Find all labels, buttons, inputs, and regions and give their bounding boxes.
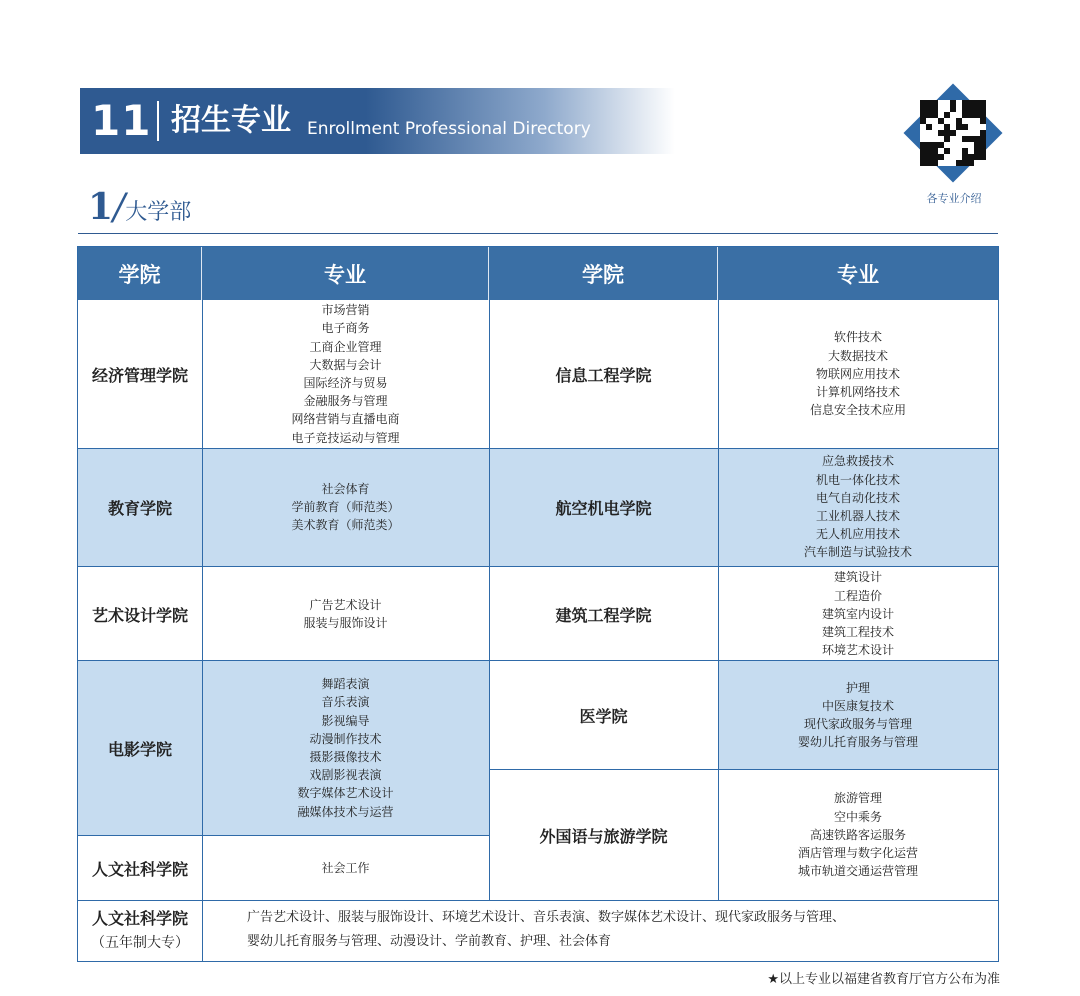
major-item: 数字媒体艺术设计 bbox=[297, 786, 394, 801]
major-item: 美术教育（师范类） bbox=[291, 518, 400, 533]
major-item: 旅游管理 bbox=[833, 791, 882, 806]
college-medical: 医学院 bbox=[579, 706, 628, 726]
header-college-right: 学院 bbox=[489, 247, 718, 300]
qr-code bbox=[904, 84, 1002, 182]
section-label: 大学部 bbox=[125, 200, 192, 225]
banner-title-zh: 招生专业 bbox=[171, 103, 291, 138]
major-item: 护理 bbox=[845, 680, 870, 695]
table-border-left bbox=[77, 246, 78, 962]
college-aviation: 航空机电学院 bbox=[555, 498, 652, 518]
table-hline bbox=[77, 448, 999, 449]
major-item: 融媒体技术与运营 bbox=[297, 804, 394, 819]
header-major-left: 专业 bbox=[202, 247, 489, 300]
major-item: 高速铁路客运服务 bbox=[809, 827, 906, 842]
section-slash: / bbox=[113, 187, 126, 228]
five-year-majors-line: 婴幼儿托育服务与管理、动漫设计、学前教育、护理、社会体育 bbox=[247, 934, 612, 949]
table-vline bbox=[718, 300, 719, 900]
major-item: 戏剧影视表演 bbox=[309, 768, 382, 783]
five-year-majors-line: 广告艺术设计、服装与服饰设计、环境艺术设计、音乐表演、数字媒体艺术设计、现代家政服务与管理、 bbox=[247, 910, 846, 925]
college-five-year bbox=[78, 900, 202, 962]
major-item: 软件技术 bbox=[833, 330, 882, 345]
major-item: 服装与服饰设计 bbox=[303, 616, 388, 630]
major-item: 信息安全技术应用 bbox=[809, 403, 906, 418]
header-college-left: 学院 bbox=[78, 247, 202, 300]
major-item: 社会体育 bbox=[321, 481, 370, 496]
major-item: 应急救援技术 bbox=[821, 454, 894, 469]
major-item: 工程造价 bbox=[833, 588, 882, 603]
table-border-right bbox=[998, 246, 999, 962]
major-item: 酒店管理与数字化运营 bbox=[797, 846, 918, 861]
major-item: 婴幼儿托育服务与管理 bbox=[797, 735, 918, 750]
major-item: 动漫制作技术 bbox=[309, 731, 382, 746]
majors-education bbox=[202, 448, 489, 566]
five-year-majors bbox=[247, 906, 845, 954]
majors-medical bbox=[718, 661, 998, 769]
table-border-top bbox=[77, 246, 999, 247]
major-item: 计算机网络技术 bbox=[815, 385, 900, 400]
page-banner bbox=[80, 88, 675, 154]
major-item: 大数据与会计 bbox=[309, 357, 382, 372]
section-rule bbox=[78, 233, 998, 234]
major-item: 中医康复技术 bbox=[821, 698, 894, 713]
major-item: 音乐表演 bbox=[321, 695, 370, 710]
major-item: 广告艺术设计 bbox=[309, 597, 382, 612]
section-number: 1 bbox=[88, 186, 114, 228]
major-item: 汽车制造与试验技术 bbox=[803, 545, 912, 560]
table-border-bottom bbox=[77, 961, 999, 962]
major-item: 无人机应用技术 bbox=[815, 527, 900, 542]
college-economics: 经济管理学院 bbox=[91, 365, 188, 385]
table-hline bbox=[77, 660, 999, 661]
five-year-label: （五年制大专） bbox=[91, 935, 189, 951]
table-hline bbox=[77, 835, 489, 836]
college-art-design: 艺术设计学院 bbox=[91, 605, 188, 625]
majors-film bbox=[202, 661, 489, 835]
major-item: 空中乘务 bbox=[833, 809, 882, 824]
major-item: 现代家政服务与管理 bbox=[803, 717, 912, 731]
banner-divider bbox=[157, 101, 159, 141]
majors-aviation bbox=[718, 448, 998, 566]
chapter-number: 11 bbox=[91, 96, 152, 145]
major-item: 建筑设计 bbox=[833, 570, 882, 585]
table-hline bbox=[77, 566, 999, 567]
banner-title-en: Enrollment Professional Directory bbox=[307, 119, 591, 139]
table-hline bbox=[77, 900, 999, 901]
major-item: 城市轨道交通运营管理 bbox=[797, 864, 918, 879]
college-film: 电影学院 bbox=[107, 739, 172, 759]
major-item: 影视编导 bbox=[321, 713, 370, 728]
college-education: 教育学院 bbox=[107, 498, 172, 518]
major-item: 建筑工程技术 bbox=[821, 625, 894, 640]
major-item: 网络营销与直播电商 bbox=[291, 412, 400, 427]
major-item: 电气自动化技术 bbox=[815, 490, 900, 505]
majors-foreign-languages bbox=[718, 770, 998, 900]
major-item: 工业机器人技术 bbox=[815, 509, 900, 523]
section-title bbox=[88, 186, 191, 228]
majors-humanities bbox=[202, 836, 489, 900]
header-major-right: 专业 bbox=[718, 247, 998, 300]
majors-art-design bbox=[202, 567, 489, 661]
majors-information bbox=[718, 300, 998, 448]
footnote: ★以上专业以福建省教育厅官方公布为准 bbox=[767, 972, 1000, 987]
major-item: 摄影摄像技术 bbox=[309, 750, 382, 764]
major-item: 市场营销 bbox=[321, 303, 370, 318]
major-item: 机电一体化技术 bbox=[815, 472, 900, 487]
major-item: 国际经济与贸易 bbox=[303, 376, 388, 390]
table-hline bbox=[489, 769, 999, 770]
major-item: 工商企业管理 bbox=[309, 339, 382, 354]
five-year-college-name: 人文社科学院 bbox=[91, 909, 188, 928]
majors-economics bbox=[202, 300, 489, 448]
college-foreign-languages: 外国语与旅游学院 bbox=[539, 826, 668, 846]
majors-architecture bbox=[718, 567, 998, 661]
major-item: 学前教育（师范类） bbox=[291, 499, 400, 514]
major-item: 物联网应用技术 bbox=[815, 366, 900, 381]
major-item: 社会工作 bbox=[321, 860, 370, 875]
major-item: 电子竞技运动与管理 bbox=[291, 430, 400, 445]
major-item: 金融服务与管理 bbox=[303, 394, 388, 409]
qr-code-icon bbox=[920, 100, 986, 166]
college-information: 信息工程学院 bbox=[555, 365, 652, 385]
major-item: 舞蹈表演 bbox=[321, 677, 370, 692]
qr-module bbox=[980, 160, 986, 166]
qr-caption: 各专业介绍 bbox=[926, 192, 982, 205]
major-item: 环境艺术设计 bbox=[821, 643, 894, 658]
college-architecture: 建筑工程学院 bbox=[555, 605, 652, 625]
major-item: 大数据技术 bbox=[827, 348, 888, 363]
table-vline bbox=[489, 300, 490, 900]
major-item: 电子商务 bbox=[321, 321, 370, 336]
college-humanities: 人文社科学院 bbox=[91, 859, 188, 879]
table-vline bbox=[202, 300, 203, 962]
major-item: 建筑室内设计 bbox=[821, 606, 894, 621]
